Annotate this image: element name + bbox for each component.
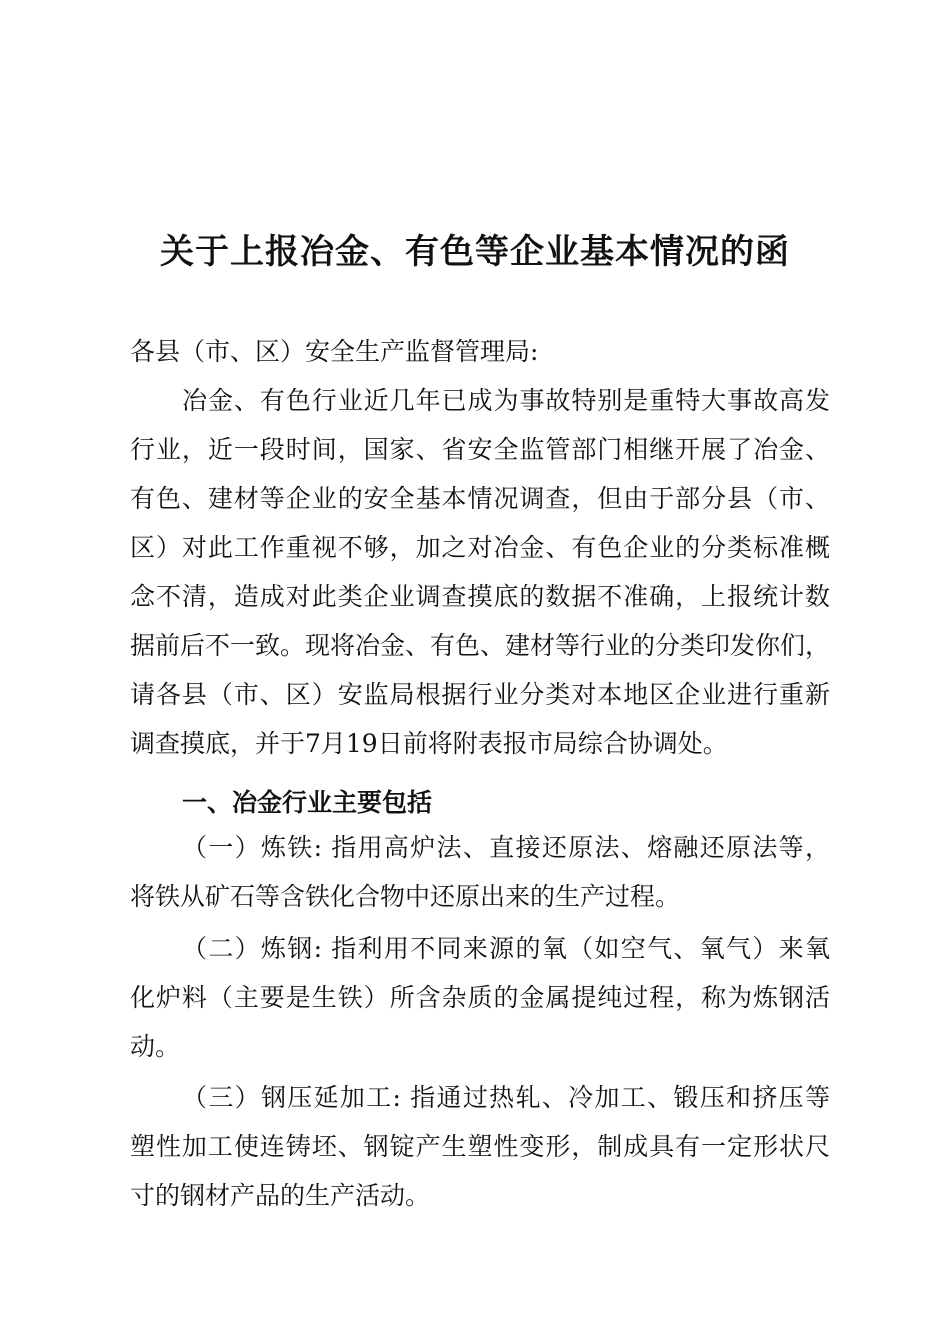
item2-line-1: （二）炼钢: 指利用不同来源的氧（如空气、氧气）来氧: [182, 934, 830, 963]
item1-line-1: （一）炼铁: 指用高炉法、直接还原法、熔融还原法等，: [182, 833, 830, 862]
intro-line-6: 据前后不一致。现将冶金、有色、建材等行业的分类印发你们，: [130, 631, 831, 660]
section-heading: 一、冶金行业主要包括: [182, 788, 433, 817]
intro-line-5: 念不清，造成对此类企业调查摸底的数据不准确，上报统计数: [130, 582, 830, 611]
item3-line-1: （三）钢压延加工: 指通过热轧、冷加工、锻压和挤压等: [182, 1083, 830, 1112]
item3-line-2: 塑性加工使连铸坯、钢锭产生塑性变形，制成具有一定形状尺: [130, 1132, 830, 1161]
intro-line-2: 行业，近一段时间，国家、省安全监管部门相继开展了冶金、: [130, 435, 830, 464]
document-title: 关于上报冶金、有色等企业基本情况的函: [160, 232, 790, 272]
intro-line-8: 调查摸底，并于7月19日前将附表报市局综合协调处。: [130, 729, 728, 758]
intro-line-4: 区）对此工作重视不够，加之对冶金、有色企业的分类标准概: [130, 533, 830, 562]
intro-line-3: 有色、建材等企业的安全基本情况调查，但由于部分县（市、: [130, 484, 830, 513]
item2-line-2: 化炉料（主要是生铁）所含杂质的金属提纯过程，称为炼钢活: [130, 983, 830, 1012]
item3-line-3: 寸的钢材产品的生产活动。: [130, 1181, 431, 1210]
item2-line-3: 动。: [130, 1032, 181, 1061]
intro-line-7: 请各县（市、区）安监局根据行业分类对本地区企业进行重新: [130, 680, 830, 709]
item1-line-2: 将铁从矿石等含铁化合物中还原出来的生产过程。: [130, 882, 681, 911]
salutation: 各县（市、区）安全生产监督管理局:: [130, 337, 539, 366]
intro-line-1: 冶金、有色行业近几年已成为事故特别是重特大事故高发: [182, 386, 830, 415]
